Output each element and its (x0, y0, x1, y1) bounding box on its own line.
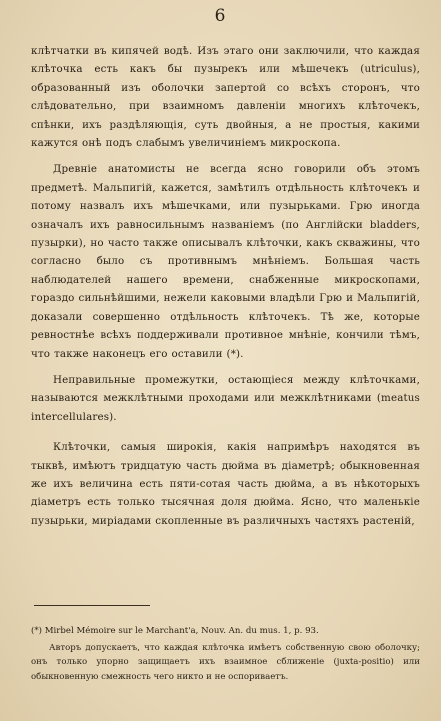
paragraph-3: Неправильные промежутки, остающіеся между клѣточками, называются межклѣтными проходами или межклѣтниками (meatus intercellulares). (31, 373, 420, 423)
footnote-body: Авторъ допускаетъ, что каждая клѣточка имѣетъ собственную свою оболочку; онъ только упорно защищаетъ ихъ взаимное сближеніе (juxta-positio) или обыкновенную смежность чего никто и не оспориваетъ. (31, 642, 420, 682)
footnote-citation: (*) Mirbel Mémoire sur le Marchant'a, Nouv. An. du mus. 1, p. 93. (31, 626, 319, 636)
body-text (31, 42, 420, 530)
footnote-divider (34, 605, 150, 606)
footnote (31, 624, 420, 684)
paragraph-4: Клѣточки, самыя широкія, какія напримѣръ находятся въ тыквѣ, имѣютъ тридцатую часть дюйма въ діаметрѣ; обыкновенная же ихъ величина есть пяти-сотая часть дюйма, а въ нѣкоторыхъ діаметръ есть только тысячная доля дюйма. Ясно, что маленькіе пузырьки, миріадами скопленные въ различныхъ частяхъ растеній, (31, 441, 420, 527)
paragraph-2: Древніе анатомисты не всегда ясно говорили объ этомъ предметѣ. Мальпигій, кажется, замѣтилъ отдѣльность клѣточекъ и потому назвалъ ихъ мѣшечками, или пузырьками. Грю иногда означалъ ихъ равносильнымъ названіемъ (по Англійски bladders, пузырки), но часто также описывалъ клѣточки, какъ скважины, что согласно было съ противнымъ мнѣніемъ. Большая часть наблюдателей нашего времени, снабженные микроскопами, гораздо сильнѣйшими, нежели каковыми владѣли Грю и Мальпигій, доказали совершенно отдѣльность клѣточекъ. Тѣ же, которые ревностнѣе всѣхъ поддерживали противное мнѣніе, кончили тѣмъ, что также наконецъ его оставили (*). (31, 163, 420, 360)
paragraph-1: клѣтчатки въ кипячей водѣ. Изъ этаго они заключили, что каждая клѣточка есть какъ бы пузырекъ или мѣшечекъ (utriculus), образованный изъ оболочки запертой со всѣхъ сторонъ, что слѣдовательно, при взаимномъ давленіи многихъ клѣточекъ, спѣнки, ихъ раздѣляющія, суть двойныя, а не простыя, какими кажутся онѣ подъ слабымъ увеличиніемъ микроскопа. (31, 45, 420, 150)
page-number: 6 (214, 6, 227, 26)
